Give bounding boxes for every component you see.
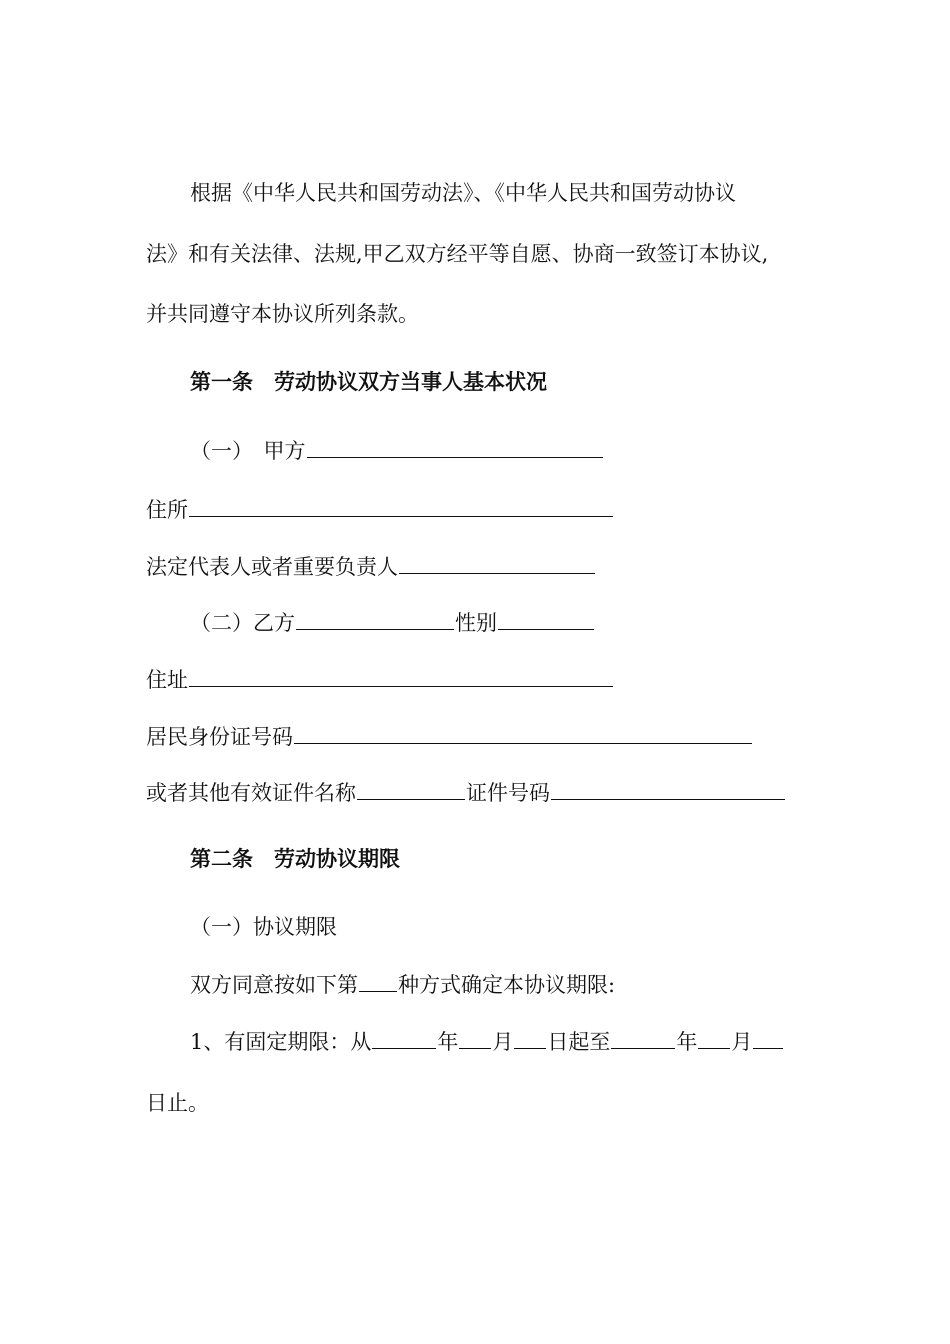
method-number-blank[interactable] [359, 967, 397, 992]
article-2-heading [190, 842, 400, 876]
term-sub-1-text: （一）协议期限 [190, 915, 337, 939]
intro-line-3 [146, 297, 419, 331]
to-day-label: 日止。 [146, 1091, 209, 1115]
from-month-blank[interactable] [459, 1024, 491, 1049]
intro-text-3: 并共同遵守本协议所列条款。 [146, 302, 419, 326]
from-day-blank[interactable] [514, 1024, 546, 1049]
choose-method-row [190, 967, 615, 1001]
to-month-blank[interactable] [698, 1024, 730, 1049]
residence-a-row [146, 492, 614, 526]
choose-suffix: 种方式确定本协议期限: [398, 973, 616, 997]
intro-line-2 [146, 237, 768, 271]
to-year-label: 年 [676, 1030, 698, 1054]
residence-a-label: 住所 [146, 498, 188, 522]
fixed-term-end-row [146, 1086, 209, 1120]
article-2-heading-text: 第二条 劳动协议期限 [190, 846, 400, 871]
gender-label: 性别 [455, 611, 497, 635]
from-year-blank[interactable] [372, 1024, 436, 1049]
party-b-label: （二）乙方 [190, 611, 295, 635]
party-a-label: （一） 甲方 [190, 439, 306, 463]
other-cert-name-blank[interactable] [357, 775, 465, 800]
other-cert-row [146, 775, 786, 809]
intro-line-1 [190, 176, 736, 210]
intro-text-2: 法》和有关法律、法规,甲乙双方经平等自愿、协商一致签订本协议, [146, 242, 769, 266]
id-number-row [146, 719, 753, 753]
id-number-label: 居民身份证号码 [146, 725, 293, 749]
term-sub-1 [190, 910, 337, 944]
article-1-heading [190, 365, 547, 399]
to-year-blank[interactable] [611, 1024, 675, 1049]
choose-prefix: 双方同意按如下第 [190, 973, 358, 997]
address-b-blank[interactable] [189, 662, 613, 687]
other-cert-name-label: 或者其他有效证件名称 [146, 781, 356, 805]
fixed-term-row [190, 1024, 784, 1058]
residence-a-blank[interactable] [189, 492, 613, 517]
party-b-row [190, 605, 595, 639]
to-day-blank[interactable] [753, 1024, 783, 1049]
from-day-label: 日起至 [547, 1030, 611, 1054]
legal-rep-label: 法定代表人或者重要负责人 [146, 555, 398, 579]
party-b-blank[interactable] [296, 605, 454, 630]
cert-number-blank[interactable] [551, 775, 785, 800]
party-a-row [190, 433, 604, 467]
intro-text-1: 根据《中华人民共和国劳动法》、《中华人民共和国劳动协议 [190, 181, 736, 205]
fixed-prefix: 1、有固定期限：从 [190, 1030, 372, 1054]
address-b-label: 住址 [146, 668, 188, 692]
from-year-label: 年 [437, 1030, 459, 1054]
from-month-label: 月 [492, 1030, 514, 1054]
address-b-row [146, 662, 614, 696]
legal-rep-row [146, 549, 596, 583]
gender-blank[interactable] [498, 605, 594, 630]
id-number-blank[interactable] [294, 719, 752, 744]
article-1-heading-text: 第一条 劳动协议双方当事人基本状况 [190, 369, 547, 394]
to-month-label: 月 [731, 1030, 753, 1054]
legal-rep-blank[interactable] [399, 549, 595, 574]
cert-number-label: 证件号码 [466, 781, 550, 805]
party-a-blank[interactable] [307, 433, 603, 458]
